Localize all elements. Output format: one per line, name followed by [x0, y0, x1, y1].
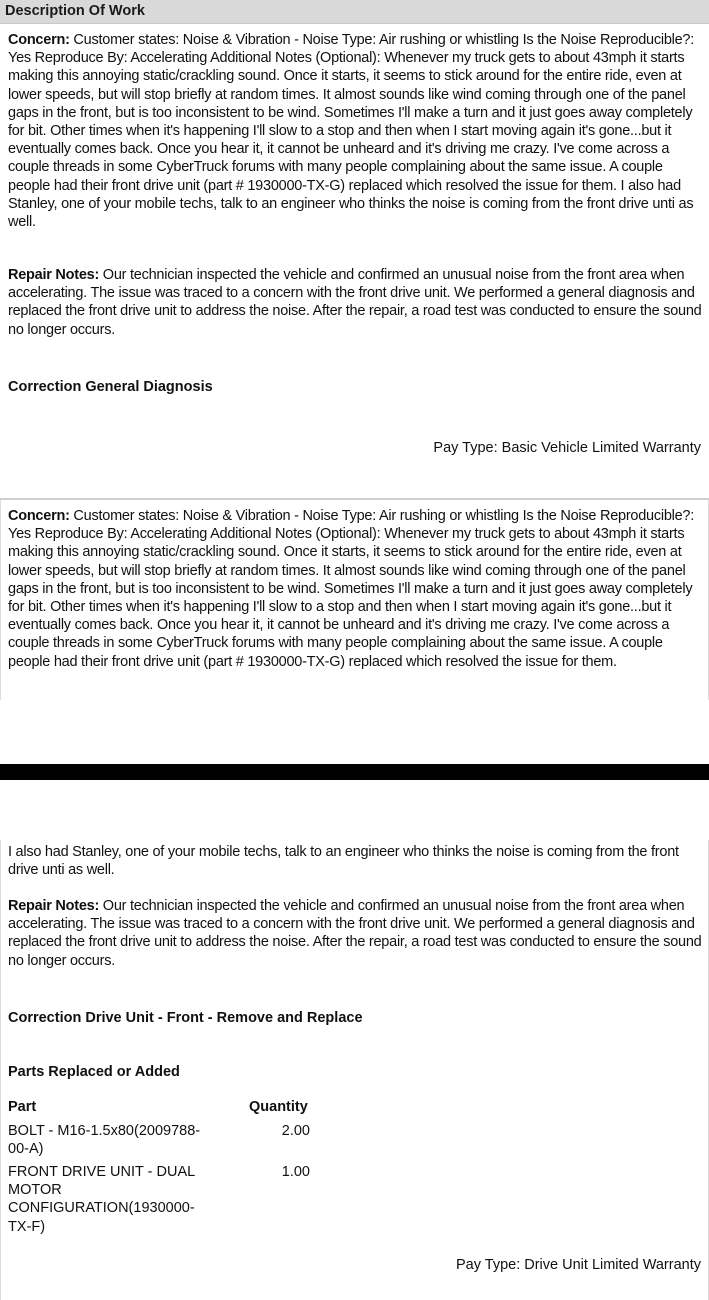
repair-notes-paragraph: [8, 266, 704, 339]
page-break-band: [0, 764, 709, 780]
page-edge-left: [0, 500, 1, 700]
concern-paragraph: [8, 507, 704, 671]
section-title: Description Of Work: [5, 3, 145, 19]
concern-continued-text: I also had Stanley, one of your mobile techs, talk to an engineer who thinks the noise is coming from the front drive unti as well.: [8, 844, 679, 879]
pay-type: Pay Type: Basic Vehicle Limited Warranty: [433, 440, 701, 456]
concern-text: Customer states: Noise & Vibration - Noise Type: Air rushing or whistling Is the Noise Reproducible?: Yes Reproduce By: Accelerating Additional Notes (Optional): Whenever my truck gets to about 43mph it starts making this annoying static/crackling sound. Once it starts, it seems to stick around for the entire ride, even at lower speeds, but will stop briefly at random times. It almost sounds like wind coming through one of the panel gaps in the front, but is too inconsistent to be wind. Sometimes I'll make a turn and it just goes away completely for bit. Other times when it's happening I'll slow to a stop and then when I start moving again it's gone...but it eventually comes back. Once you hear it, it cannot be unheard and it's driving me crazy. I've come across a couple threads in some CyberTruck forums with many people complaining about the same issue. A couple people had their front drive unit (part # 1930000-TX-G) replaced which resolved the issue for them. I also had Stanley, one of your mobile techs, talk to an engineer who thinks the noise is coming from the front drive unti as well.: [8, 32, 695, 231]
concern-text: Customer states: Noise & Vibration - Noise Type: Air rushing or whistling Is the Noise Reproducible?: Yes Reproduce By: Accelerating Additional Notes (Optional): Whenever my truck gets to about 43mph it starts making this annoying static/crackling sound. Once it starts, it seems to stick around for the entire ride, even at lower speeds, but will stop briefly at random times. It almost sounds like wind coming through one of the panel gaps in the front, but is too inconsistent to be wind. Sometimes I'll make a turn and it just goes away completely for bit. Other times when it's happening I'll slow to a stop and then when I start moving again it's gone...but it eventually comes back. Once you hear it, it cannot be unheard and it's driving me crazy. I've come across a couple threads in some CyberTruck forums with many people complaining about the same issue. A couple people had their front drive unit (part # 1930000-TX-G) replaced which resolved the issue for them.: [8, 508, 695, 670]
parts-header-quantity: Quantity: [249, 1099, 308, 1115]
part-quantity: 2.00: [281, 1123, 310, 1139]
repair-notes-text: Our technician inspected the vehicle and confirmed an unusual noise from the front area when accelerating. The issue was traced to a concern with the front drive unit. We performed a general diagnosis and replaced the front drive unit to address the noise. After the repair, a road test was conducted to ensure the sound no longer occurs.: [8, 267, 702, 338]
parts-title: Parts Replaced or Added: [8, 1064, 180, 1080]
section-divider: [0, 498, 709, 500]
concern-label: Concern:: [8, 508, 70, 524]
description-of-work-header: [0, 0, 709, 24]
correction-title: Correction General Diagnosis: [8, 379, 213, 395]
correction-title: Correction Drive Unit - Front - Remove and Replace: [8, 1010, 363, 1026]
parts-header-part: Part: [8, 1099, 37, 1115]
part-name: BOLT - M16-1.5x80(2009788-00-A): [8, 1123, 201, 1158]
part-quantity: 1.00: [281, 1164, 310, 1180]
repair-notes-label: Repair Notes:: [8, 267, 100, 283]
repair-notes-label: Repair Notes:: [8, 898, 100, 914]
concern-label: Concern:: [8, 32, 70, 48]
pay-type: Pay Type: Drive Unit Limited Warranty: [456, 1257, 701, 1273]
part-name: FRONT DRIVE UNIT - DUAL MOTOR CONFIGURATION(1930000-TX-F): [8, 1164, 195, 1235]
repair-notes-text: Our technician inspected the vehicle and confirmed an unusual noise from the front area when accelerating. The issue was traced to a concern with the front drive unit. We performed a general diagnosis and replaced the front drive unit to address the noise. After the repair, a road test was conducted to ensure the sound no longer occurs.: [8, 898, 702, 969]
concern-paragraph: [8, 31, 704, 231]
page-edge-left: [0, 840, 1, 1300]
repair-notes-paragraph: [8, 897, 704, 970]
